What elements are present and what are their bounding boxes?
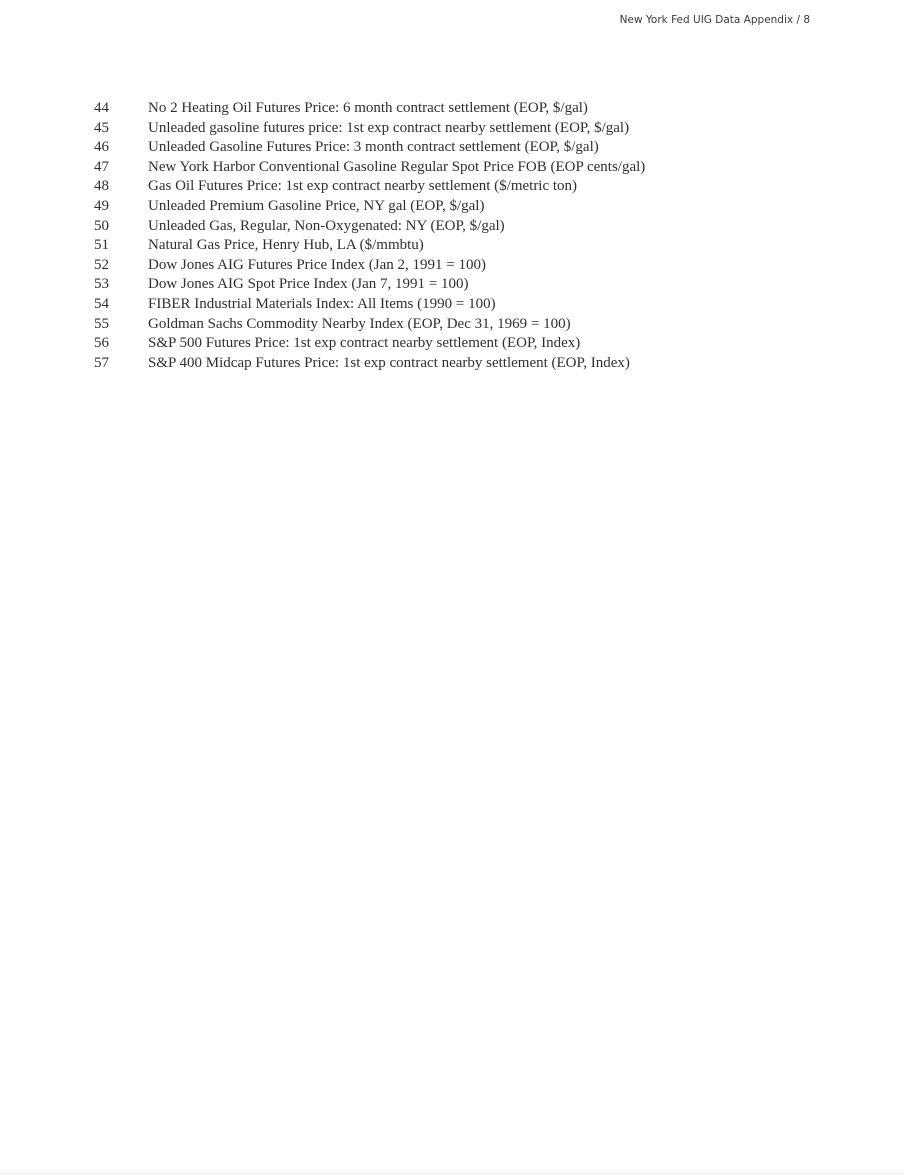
series-description: Unleaded Gas, Regular, Non-Oxygenated: NY (EOP, $/gal) (148, 217, 505, 234)
list-item (94, 256, 645, 276)
series-list (94, 99, 645, 373)
series-description: Dow Jones AIG Futures Price Index (Jan 2, 1991 = 100) (148, 256, 486, 273)
series-number: 50 (94, 217, 109, 234)
list-item (94, 315, 645, 335)
series-description: S&P 400 Midcap Futures Price: 1st exp contract nearby settlement (EOP, Index) (148, 354, 630, 371)
list-item (94, 177, 645, 197)
series-description: S&P 500 Futures Price: 1st exp contract nearby settlement (EOP, Index) (148, 335, 581, 352)
series-description: Unleaded Gasoline Futures Price: 3 month contract settlement (EOP, $/gal) (148, 139, 599, 156)
list-item (94, 197, 645, 217)
series-description: Goldman Sachs Commodity Nearby Index (EOP, Dec 31, 1969 = 100) (148, 315, 571, 332)
series-description: Gas Oil Futures Price: 1st exp contract nearby settlement ($/metric ton) (148, 178, 578, 195)
series-description: Unleaded gasoline futures price: 1st exp contract nearby settlement (EOP, $/gal) (148, 119, 630, 136)
list-item (94, 295, 645, 315)
series-description: Natural Gas Price, Henry Hub, LA ($/mmbtu) (148, 237, 424, 254)
list-item (94, 236, 645, 256)
list-item (94, 334, 645, 354)
list-item (94, 119, 645, 139)
list-item (94, 99, 645, 119)
list-item (94, 354, 645, 374)
series-description: No 2 Heating Oil Futures Price: 6 month contract settlement (EOP, $/gal) (148, 100, 588, 116)
series-number: 55 (94, 315, 109, 332)
series-number: 46 (94, 139, 109, 156)
series-number: 47 (94, 158, 109, 175)
series-description: Dow Jones AIG Spot Price Index (Jan 7, 1991 = 100) (148, 276, 469, 293)
series-number: 54 (94, 295, 109, 312)
series-description: New York Harbor Conventional Gasoline Regular Spot Price FOB (EOP cents/gal) (148, 158, 646, 175)
list-item (94, 275, 645, 295)
series-number: 56 (94, 335, 109, 352)
series-number: 52 (94, 256, 109, 273)
series-number: 44 (94, 100, 109, 116)
series-number: 53 (94, 276, 109, 293)
list-item (94, 138, 645, 158)
running-header: New York Fed UIG Data Appendix / 8 (619, 14, 810, 26)
series-number: 45 (94, 119, 109, 136)
series-number: 48 (94, 178, 109, 195)
series-number: 49 (94, 197, 109, 214)
series-description: Unleaded Premium Gasoline Price, NY gal (EOP, $/gal) (148, 197, 485, 214)
list-item (94, 158, 645, 178)
page-bottom-edge (0, 1169, 904, 1175)
series-description: FIBER Industrial Materials Index: All Items (1990 = 100) (148, 295, 496, 312)
series-number: 57 (94, 354, 109, 371)
series-number: 51 (94, 237, 109, 254)
list-item (94, 217, 645, 237)
